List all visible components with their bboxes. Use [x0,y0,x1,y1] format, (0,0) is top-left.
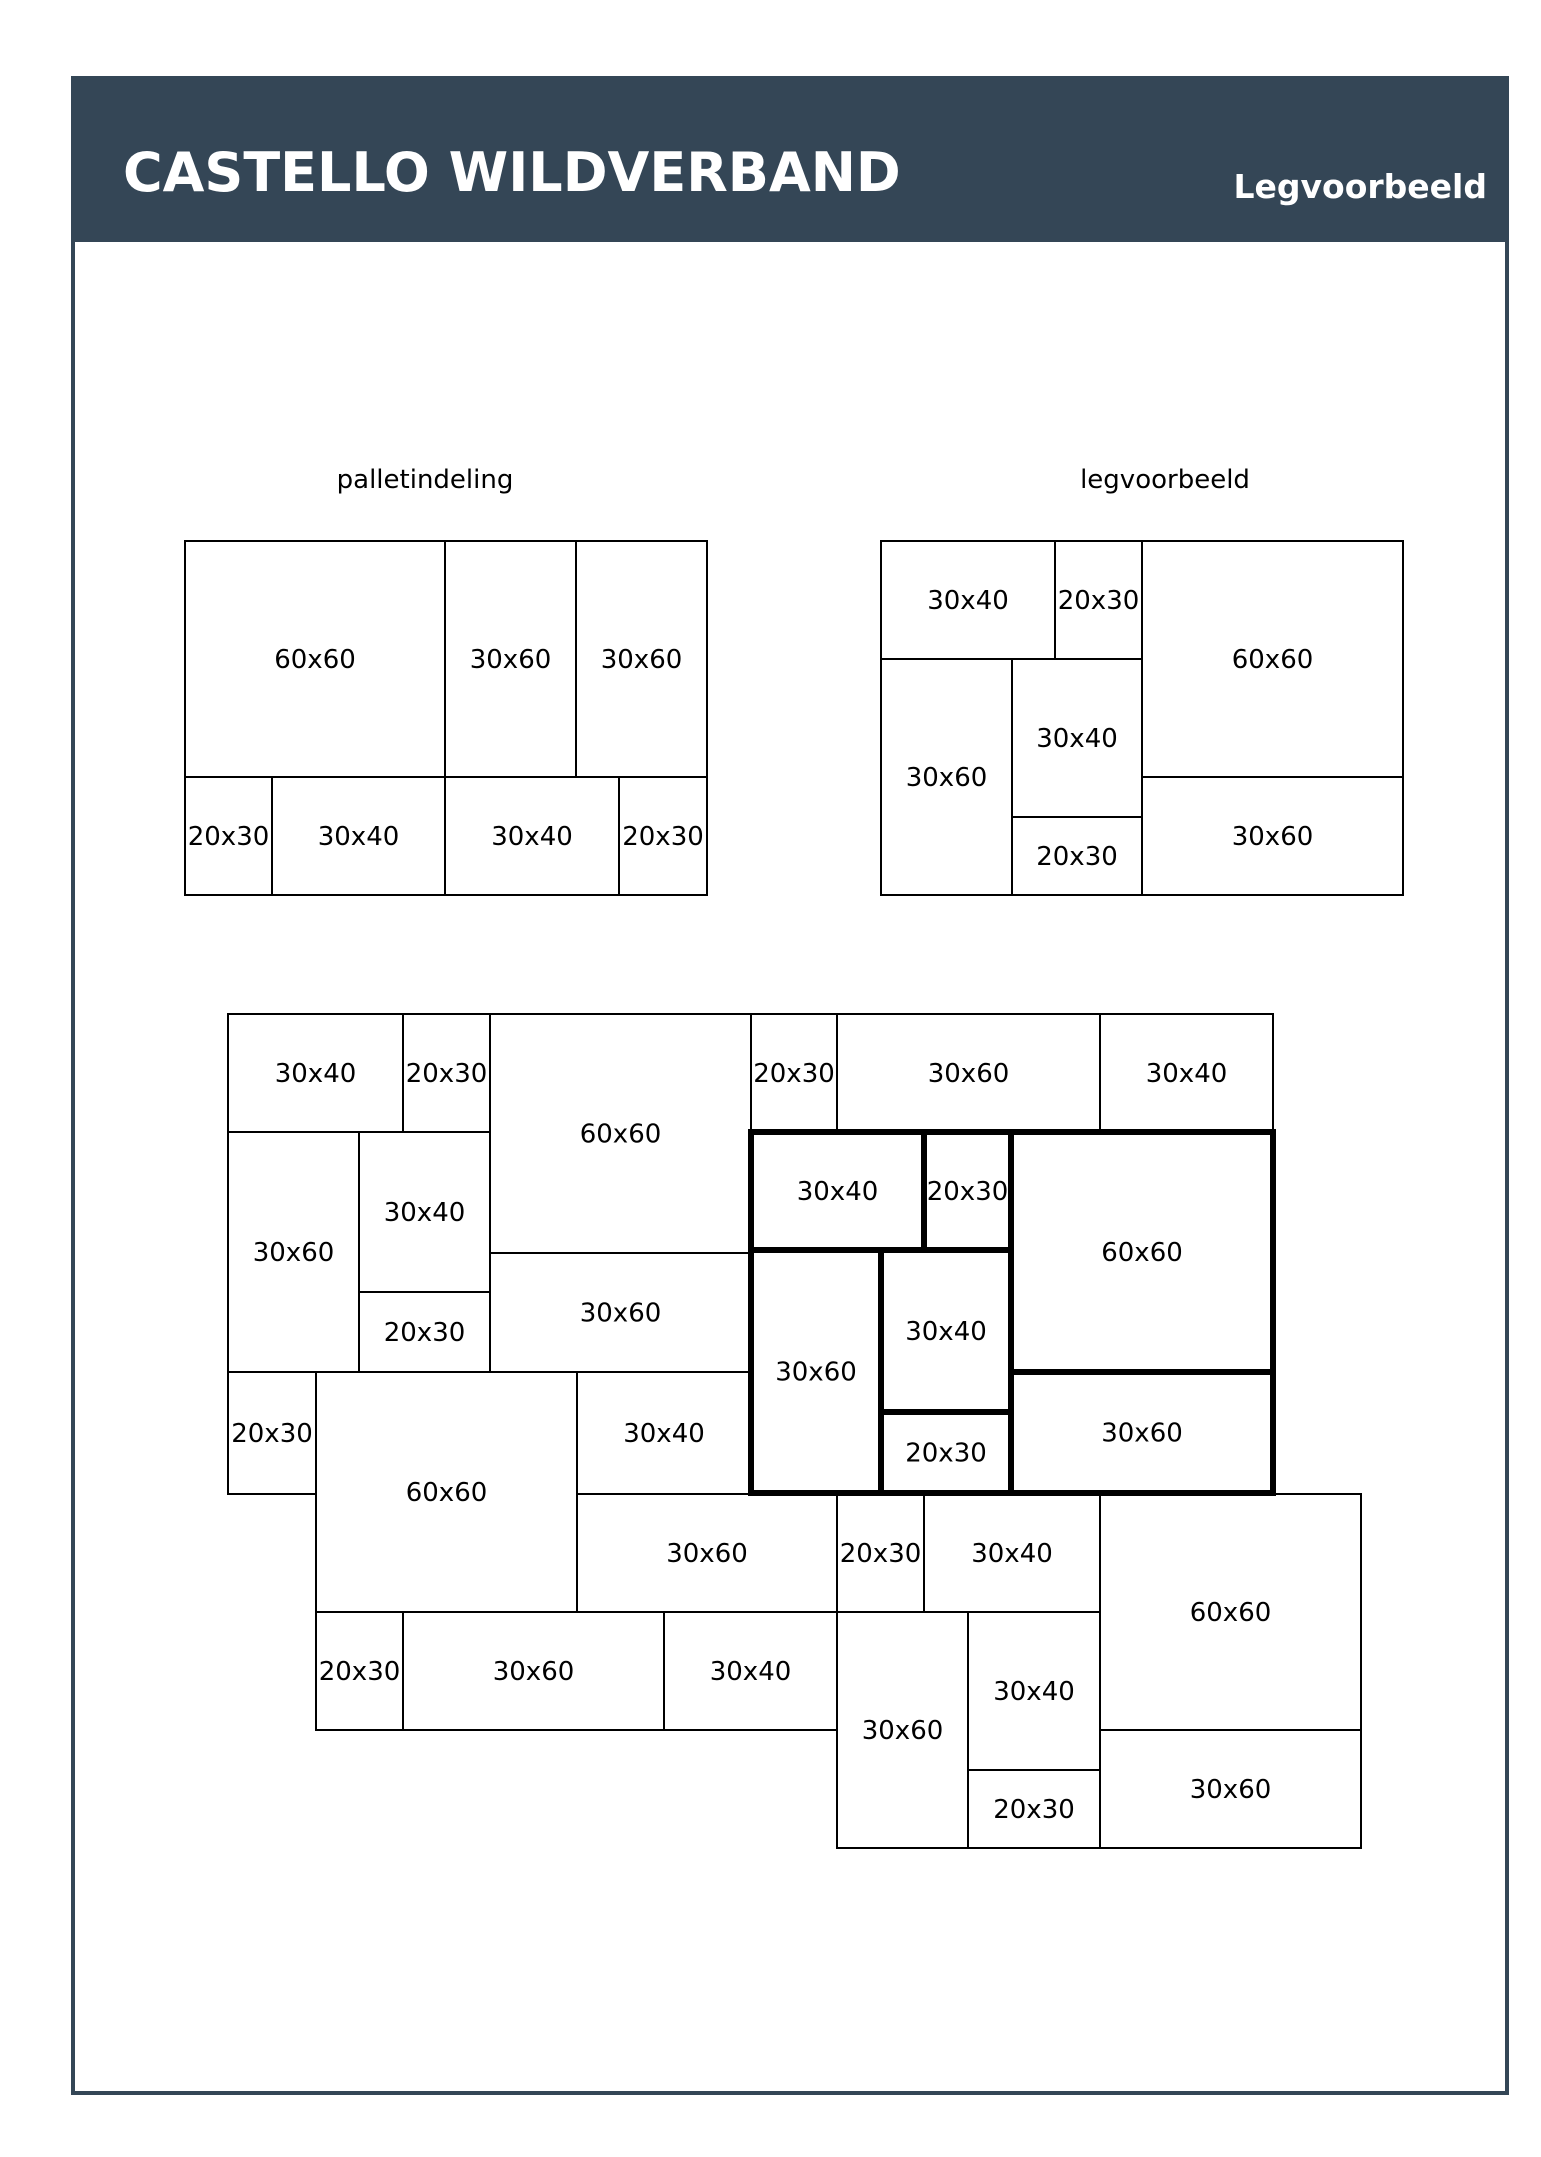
leg-tile-label: 30x60 [1231,822,1314,852]
pattern-tile-label: 30x60 [1101,1418,1183,1449]
legvoorbeeld-diagram [881,541,1403,895]
pattern-tile-label: 30x60 [927,1059,1010,1089]
leg-tile-label: 60x60 [1231,645,1314,675]
pattern-tile-label: 30x40 [709,1657,792,1687]
pattern-tile-label: 20x30 [231,1419,313,1449]
pattern-tile-label: 30x60 [1189,1775,1272,1805]
pallet-tile-label: 60x60 [274,645,356,675]
pallet-tile-label: 30x60 [600,645,683,675]
page-subtitle: Legvoorbeeld [1233,167,1487,206]
pattern-tile-label: 30x40 [383,1198,466,1228]
pattern-tile-label: 60x60 [405,1478,488,1508]
pattern-tile-label: 30x60 [775,1357,857,1388]
pallet-tile-label: 30x60 [469,645,552,675]
pattern-tile-label: 30x60 [252,1238,335,1268]
pattern-tile-label: 60x60 [1189,1598,1272,1628]
leg-tile-label: 30x40 [1036,724,1118,754]
leg-tile-label: 30x60 [905,763,988,793]
legvoorbeeld-caption: legvoorbeeld [1080,465,1250,495]
leg-tile-label: 30x40 [927,586,1009,616]
page-title: CASTELLO WILDVERBAND [123,141,901,204]
pattern-tile-label: 30x40 [905,1317,987,1347]
pallet-tile-label: 20x30 [622,822,704,852]
pattern-tile-label: 30x40 [274,1059,357,1089]
pattern-tile-label: 20x30 [405,1059,488,1089]
pattern-tile-label: 20x30 [318,1657,401,1687]
pattern-tile-label: 60x60 [1101,1238,1183,1268]
pattern-tile-label: 30x40 [993,1677,1075,1707]
leg-tile-label: 20x30 [1057,586,1140,616]
palletindeling-diagram [185,541,707,895]
pattern-tile-label: 20x30 [993,1795,1075,1825]
pattern-tile-label: 20x30 [753,1059,835,1089]
leg-tile-label: 20x30 [1036,842,1118,872]
pattern-tile-label: 30x60 [579,1298,662,1329]
pattern-tile-label: 20x30 [383,1318,466,1348]
pattern-tile-label: 30x40 [623,1419,705,1449]
palletindeling-caption: palletindeling [336,465,514,495]
pattern-tile-label: 20x30 [926,1177,1009,1207]
pattern-tile-label: 30x40 [971,1539,1053,1569]
pattern-tile-label: 60x60 [579,1119,662,1150]
pattern-tile-label: 30x40 [1145,1059,1228,1089]
pattern-tile-label: 30x60 [666,1539,748,1569]
pattern-tile-label: 30x40 [796,1177,879,1207]
pattern-tile-label: 20x30 [839,1539,922,1569]
pattern-tile-label: 30x60 [861,1716,944,1746]
pallet-tile-label: 20x30 [187,822,270,852]
pattern-tile-label: 30x60 [492,1657,575,1687]
pallet-tile-label: 30x40 [491,822,573,852]
pattern-diagram [228,1014,1361,1848]
pattern-tile-label: 20x30 [905,1438,987,1469]
pallet-tile-label: 30x40 [317,822,400,852]
